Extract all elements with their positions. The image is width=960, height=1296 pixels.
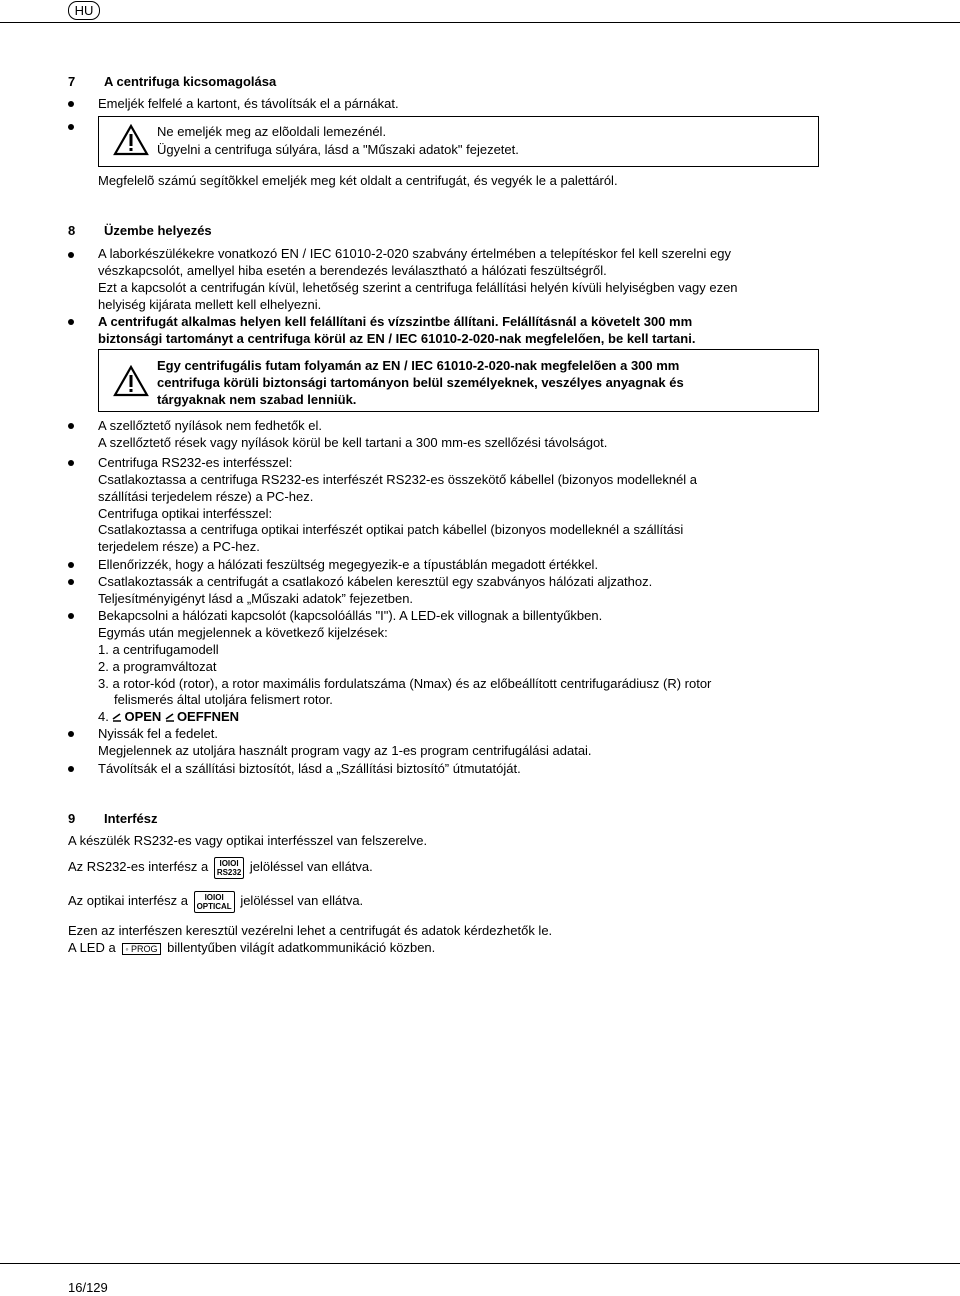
bullet-icon bbox=[68, 766, 74, 772]
bullet-icon bbox=[68, 460, 74, 466]
bullet-icon bbox=[68, 252, 74, 258]
bullet-icon bbox=[68, 562, 74, 568]
text-line: Teljesítményigényt lásd a „Műszaki adatok” fejezetben. bbox=[98, 591, 414, 606]
text-line: Csatlakoztassák a centrifugát a csatlakozó kábelen keresztül egy szabványos hálózati aljzathoz. bbox=[98, 574, 653, 589]
icon-top-label: IOIOI bbox=[204, 892, 224, 902]
warning-triangle-icon bbox=[113, 124, 149, 156]
text-line: Centrifuga RS232-es interfésszel: bbox=[98, 455, 293, 470]
icon-top-label: IOIOI bbox=[219, 858, 239, 868]
text-line: Csatlakoztassa a centrifuga RS232-es interfészét RS232-es összekötő kábellel (bizonyos modelleknél a bbox=[98, 472, 698, 487]
text-line: Bekapcsolni a hálózati kapcsolót (kapcsolóállás "I"). A LED-ek villognak a billentyűkben. bbox=[98, 608, 603, 623]
section-9-title: Interfész bbox=[104, 811, 158, 826]
text-line: biztonsági tartományt a centrifuga körül az EN / IEC 61010-2-020-nak megfelelően, be kell tartani. bbox=[98, 331, 696, 346]
text-line: A szellőztető rések vagy nyílások körül be kell tartani a 300 mm-es szellőzési távolságot. bbox=[98, 435, 608, 450]
prog-text-before: A LED a bbox=[68, 940, 116, 955]
text-line: felismerés által utoljára felismert rotor. bbox=[114, 692, 333, 707]
icon-bottom-label: OPTICAL bbox=[196, 901, 232, 911]
language-badge: HU bbox=[68, 1, 100, 20]
bullet-icon bbox=[68, 579, 74, 585]
rs232-text-after: jelöléssel van ellátva. bbox=[249, 859, 373, 874]
text-line: A szellőztető nyílások nem fedhetők el. bbox=[98, 418, 323, 433]
bullet-icon bbox=[68, 101, 74, 107]
text-line: 2. a programváltozat bbox=[98, 659, 217, 674]
text-line: helyiség kijárata mellett kell elhelyezni. bbox=[98, 297, 322, 312]
section-7-title: A centrifuga kicsomagolása bbox=[104, 74, 277, 89]
rs232-text-before: Az RS232-es interfész a bbox=[68, 859, 209, 874]
section-9-intro: A készülék RS232-es vagy optikai interfésszel van felszerelve. bbox=[68, 833, 428, 848]
oeffnen-label: OEFFNEN bbox=[176, 709, 240, 724]
warning-triangle-icon bbox=[113, 365, 149, 397]
optical-interface-icon bbox=[194, 891, 235, 913]
optical-text-after: jelöléssel van ellátva. bbox=[240, 893, 364, 908]
text-line: Távolítsák el a szállítási biztosítót, lásd a „Szállítási biztosító” útmutatóját. bbox=[98, 761, 521, 776]
page-number: 16/129 bbox=[68, 1280, 108, 1295]
text-line: A laborkészülékekre vonatkozó EN / IEC 61010-2-020 szabvány értelmében a telepítéskor fel kell szerelni egy bbox=[98, 246, 732, 261]
text-line: Megjelennek az utoljára használt program vagy az 1-es program centrifugálási adatai. bbox=[98, 743, 592, 758]
text-line: szállítási terjedelem része) a PC-hez. bbox=[98, 489, 314, 504]
text-line: Ellenőrizzék, hogy a hálózati feszültség megegyezik-e a típustáblán megadott értékkel. bbox=[98, 557, 599, 572]
warning-box bbox=[98, 349, 819, 412]
section-8-title: Üzembe helyezés bbox=[104, 223, 212, 238]
bullet-icon bbox=[68, 423, 74, 429]
list-number: 4. bbox=[98, 709, 109, 724]
text-line: A centrifugát alkalmas helyen kell felállítani és vízszintbe állítani. Felállításnál a követelt 300 mm bbox=[98, 314, 693, 329]
optical-line bbox=[68, 887, 363, 915]
warning-line-1: Egy centrifugális futam folyamán az EN / IEC 61010-2-020-nak megfelelõen a 300 mm bbox=[157, 358, 680, 373]
bullet-icon bbox=[68, 124, 74, 130]
warning-box bbox=[98, 116, 819, 167]
section-8-number: 8 bbox=[68, 223, 76, 238]
text-line: Nyissák fel a fedelet. bbox=[98, 726, 218, 741]
section-7-bullet-1: Emeljék felfelé a kartont, és távolítsák el a párnákat. bbox=[98, 96, 399, 111]
optical-text-before: Az optikai interfész a bbox=[68, 893, 188, 908]
bullet-icon bbox=[68, 319, 74, 325]
text-line: Centrifuga optikai interfésszel: bbox=[98, 506, 273, 521]
bullet-icon bbox=[68, 731, 74, 737]
prog-key-icon: ◦ PROG bbox=[122, 943, 160, 955]
rs232-line bbox=[68, 853, 373, 881]
header-rule bbox=[0, 22, 960, 23]
rs232-interface-icon bbox=[214, 857, 244, 879]
section-9-paragraph: Ezen az interfészen keresztül vezérelni lehet a centrifugát és adatok kérdezhetők le. bbox=[68, 923, 553, 938]
warning-line-3: tárgyaknak nem szabad lenniük. bbox=[157, 392, 357, 407]
warning-line-2: centrifuga körüli biztonsági tartományon belül személyeknek, veszélyes anyagnak és bbox=[157, 375, 684, 390]
open-label: OPEN bbox=[124, 709, 162, 724]
prog-led-line bbox=[68, 939, 435, 956]
prog-key-label: PROG bbox=[131, 943, 158, 954]
lid-open-icon bbox=[112, 713, 122, 722]
section-7-number: 7 bbox=[68, 74, 76, 89]
text-line: 1. a centrifugamodell bbox=[98, 642, 219, 657]
text-line: terjedelem része) a PC-hez. bbox=[98, 539, 260, 554]
section-7-after-warning: Megfelelõ számú segítõkkel emeljék meg két oldalt a centrifugát, és vegyék le a palettáról. bbox=[98, 173, 618, 188]
icon-bottom-label: RS232 bbox=[216, 867, 242, 877]
section-9-number: 9 bbox=[68, 811, 76, 826]
text-line: vészkapcsolót, amellyel hiba esetén a berendezés leválasztható a hálózati feszültségről. bbox=[98, 263, 607, 278]
warning-line-2: Ügyelni a centrifuga súlyára, lásd a "Műszaki adatok" fejezetet. bbox=[157, 142, 519, 157]
bullet-icon bbox=[68, 613, 74, 619]
warning-line-1: Ne emeljék meg az elõoldali lemezénél. bbox=[157, 124, 387, 139]
lid-open-icon bbox=[165, 713, 175, 722]
footer-rule bbox=[0, 1263, 960, 1264]
status-line-open bbox=[98, 708, 239, 725]
text-line: 3. a rotor-kód (rotor), a rotor maximális fordulatszáma (Nmax) és az előbeállított centrifugarádiusz (R) rotor bbox=[98, 676, 712, 691]
text-line: Ezt a kapcsolót a centrifugán kívül, lehetőség szerint a centrifuga felállítási helyén kívüli helyiségben vagy ezen bbox=[98, 280, 738, 295]
prog-text-after: billentyűben világít adatkommunikáció közben. bbox=[167, 940, 436, 955]
text-line: Csatlakoztassa a centrifuga optikai interfészét optikai patch kábellel (bizonyos modelleknél a szállítási bbox=[98, 522, 684, 537]
text-line: Egymás után megjelennek a következő kijelzések: bbox=[98, 625, 388, 640]
